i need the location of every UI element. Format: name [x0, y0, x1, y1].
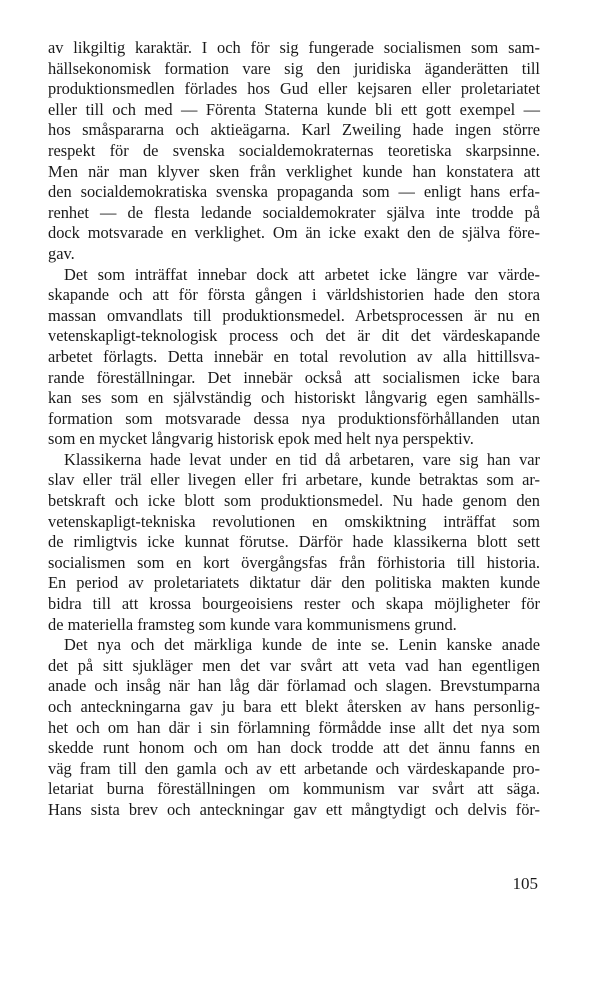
text-line: av likgiltig karaktär. I och för sig fungerade socialismen som sam-	[48, 38, 540, 57]
text-line: slav eller träl eller livegen eller fri arbetare, kunde betraktas som ar-	[48, 470, 540, 490]
text-line: gav.	[48, 243, 75, 263]
text-line: anade och insåg när han låg där förlamad och slagen. Brevstumparna	[48, 676, 540, 696]
text-line: het och om han där i sin förlamning förmådde inse allt det nya som	[48, 717, 540, 737]
text-line: de rimligtvis icke kunnat förutse. Därför hade klassikerna blott sett	[48, 532, 540, 552]
text-line: formation som motsvarade dessa nya produktionsförhållanden utan	[48, 408, 540, 428]
text-line: letariat burna föreställningen om kommunism var svårt att säga.	[48, 779, 540, 799]
text-line: eller till och med — Förenta Staterna kunde bli ett gott exempel —	[48, 99, 540, 119]
text-line: de materiella framsteg som kunde vara kommunismens grund.	[48, 614, 457, 634]
text-line: Klassikerna hade levat under en tid då arbetaren, vare sig han var	[64, 449, 540, 469]
text-line: Det som inträffat innebar dock att arbetet icke längre var värde-	[64, 264, 540, 284]
text-line: och anteckningarna gav ju bara ett blekt återsken av hans personlig-	[48, 697, 540, 716]
text-line: vetenskapligt-tekniska revolutionen en omskiktning inträffat som	[48, 511, 540, 531]
text-line: renhet — de flesta ledande socialdemokrater själva inte trodde på	[48, 202, 540, 222]
text-line: produktionsmedlen förlades hos Gud eller kejsaren eller proletariatet	[48, 79, 540, 99]
text-line: som en mycket långvarig historisk epok med helt nya perspektiv.	[48, 429, 474, 449]
text-line: skapande och att för första gången i världshistorien hade den stora	[48, 285, 540, 305]
text-line: skedde runt honom och om han dock trodde att det ännu fanns en	[48, 738, 540, 758]
text-line: socialismen som en kort övergångsfas från förhistoria till historia.	[48, 552, 540, 572]
text-line: arbetet förlagts. Detta innebär en total revolution av alla hittillsva-	[48, 346, 540, 366]
text-line: En period av proletariatets diktatur där den politiska makten kunde	[48, 573, 540, 593]
text-line: betskraft och icke blott som produktionsmedel. Nu hade genom den	[48, 491, 540, 511]
text-line: bidra till att krossa bourgeoisiens rester och skapa möjligheter för	[48, 594, 540, 614]
text-line: vetenskapligt-teknologisk process och det är dit det värdeskapande	[48, 326, 540, 346]
text-line: Hans sista brev och anteckningar gav ett mångtydigt och delvis för-	[48, 799, 540, 819]
text-line: väg fram till den gamla och av ett arbetande och värdeskapande pro-	[48, 758, 540, 778]
page-number: 105	[512, 874, 538, 893]
text-line: dock motsvarade en verklighet. Om än icke exakt den de själva före-	[48, 223, 540, 243]
text-line: rande föreställningar. Det innebär också att socialismen icke bara	[48, 367, 540, 387]
text-line: massan omvandlats till produktionsmedel. Arbetsprocessen är nu en	[48, 305, 540, 325]
text-line: kan ses som en självständig och historiskt långvarig egen samhälls-	[48, 388, 540, 408]
text-line: respekt för de svenska socialdemokraternas teoretiska skarpsinne.	[48, 140, 540, 160]
body-text	[48, 38, 540, 821]
text-line: den socialdemokratiska svenska propaganda som — enligt hans erfa-	[48, 182, 540, 202]
text-line: det på sitt sjukläger men det var svårt att veta vad han egentligen	[48, 655, 540, 675]
text-line: hos småspararna och aktieägarna. Karl Zweiling hade ingen större	[48, 120, 540, 140]
text-line: hällsekonomisk formation vare sig den juridiska äganderätten till	[48, 58, 540, 78]
text-line: Det nya och det märkliga kunde de inte se. Lenin kanske anade	[64, 635, 540, 655]
text-line: Men när man klyver sken från verklighet kunde han konstatera att	[48, 161, 540, 181]
